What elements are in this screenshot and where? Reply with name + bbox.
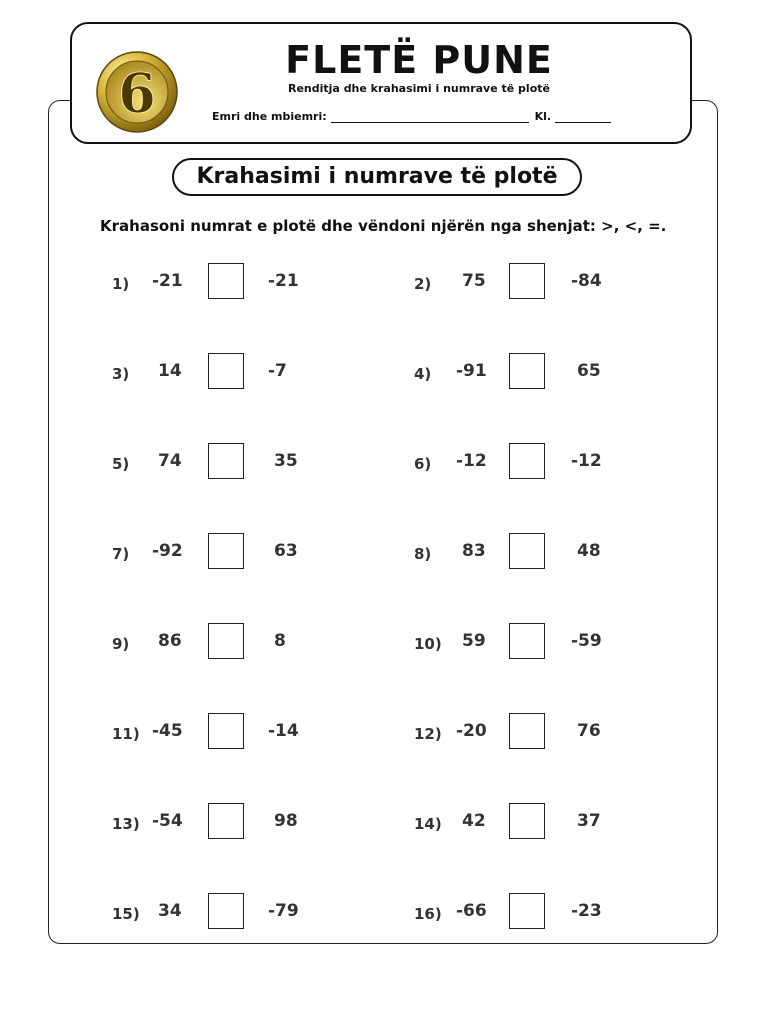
left-number: -92 (152, 541, 183, 561)
problem-number: 8) (414, 545, 432, 563)
answer-box[interactable] (509, 263, 545, 299)
student-info-row (212, 110, 617, 123)
right-number: 63 (274, 541, 298, 561)
right-number: -12 (571, 451, 602, 471)
left-number: -91 (456, 361, 487, 381)
right-number: 76 (577, 721, 601, 741)
left-number: -21 (152, 271, 183, 291)
left-number: -45 (152, 721, 183, 741)
problem-number: 15) (112, 905, 140, 923)
left-number: -12 (456, 451, 487, 471)
left-number: 75 (462, 271, 486, 291)
right-number: 37 (577, 811, 601, 831)
answer-box[interactable] (208, 803, 244, 839)
answer-box[interactable] (208, 533, 244, 569)
right-number: -84 (571, 271, 602, 291)
problem-number: 13) (112, 815, 140, 833)
answer-box[interactable] (208, 443, 244, 479)
problem-number: 11) (112, 725, 140, 743)
left-number: 74 (158, 451, 182, 471)
answer-box[interactable] (208, 713, 244, 749)
answer-box[interactable] (509, 353, 545, 389)
right-number: -14 (268, 721, 299, 741)
right-number: -23 (571, 901, 602, 921)
answer-box[interactable] (509, 803, 545, 839)
problem-number: 14) (414, 815, 442, 833)
right-number: 35 (274, 451, 298, 471)
name-field-line[interactable] (331, 111, 529, 123)
answer-box[interactable] (509, 533, 545, 569)
left-number: 42 (462, 811, 486, 831)
problem-number: 12) (414, 725, 442, 743)
left-number: 34 (158, 901, 182, 921)
problem-number: 16) (414, 905, 442, 923)
problem-number: 4) (414, 365, 432, 383)
right-number: -21 (268, 271, 299, 291)
problem-number: 9) (112, 635, 130, 653)
problem-number: 5) (112, 455, 130, 473)
left-number: 86 (158, 631, 182, 651)
answer-box[interactable] (509, 443, 545, 479)
problem-number: 7) (112, 545, 130, 563)
answer-box[interactable] (208, 353, 244, 389)
answer-box[interactable] (208, 893, 244, 929)
answer-box[interactable] (509, 893, 545, 929)
right-number: -59 (571, 631, 602, 651)
answer-box[interactable] (509, 713, 545, 749)
right-number: -79 (268, 901, 299, 921)
left-number: 59 (462, 631, 486, 651)
name-label: Emri dhe mbiemri: (212, 110, 327, 123)
class-label: Kl. (534, 110, 552, 123)
right-number: -7 (268, 361, 287, 381)
left-number: 83 (462, 541, 486, 561)
instructions-text: Krahasoni numrat e plotë dhe vëndoni njërën nga shenjat: >, <, =. (100, 217, 667, 235)
left-number: -66 (456, 901, 487, 921)
left-number: -54 (152, 811, 183, 831)
class-field-line[interactable] (555, 111, 611, 123)
left-number: -20 (456, 721, 487, 741)
right-number: 8 (274, 631, 286, 651)
right-number: 48 (577, 541, 601, 561)
problem-number: 10) (414, 635, 442, 653)
right-number: 98 (274, 811, 298, 831)
answer-box[interactable] (208, 623, 244, 659)
left-number: 14 (158, 361, 182, 381)
answer-box[interactable] (509, 623, 545, 659)
section-title: Krahasimi i numrave të plotë (172, 158, 582, 196)
problem-number: 2) (414, 275, 432, 293)
problem-number: 6) (414, 455, 432, 473)
worksheet-title: FLETË PUNE (285, 38, 553, 82)
problem-number: 1) (112, 275, 130, 293)
worksheet-subtitle: Renditja dhe krahasimi i numrave të plotë (288, 82, 550, 95)
svg-text:6: 6 (118, 61, 156, 125)
problem-number: 3) (112, 365, 130, 383)
answer-box[interactable] (208, 263, 244, 299)
right-number: 65 (577, 361, 601, 381)
